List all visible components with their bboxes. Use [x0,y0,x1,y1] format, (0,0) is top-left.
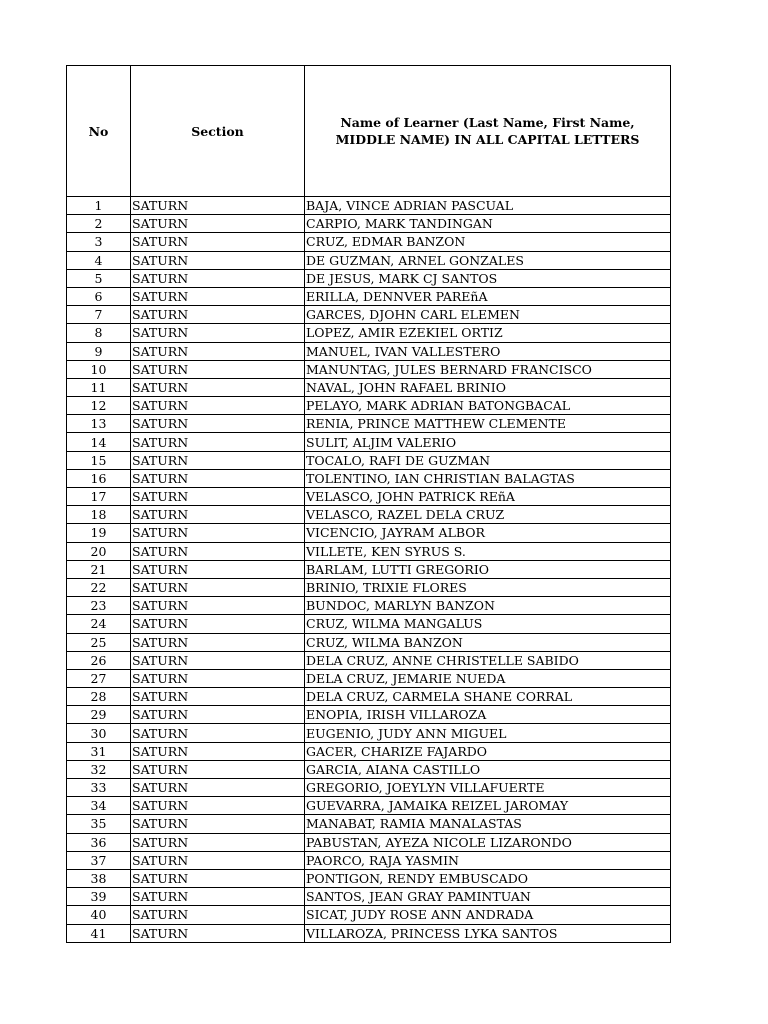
table-row [67,469,671,487]
row-number-cell: 26 [67,651,131,669]
table-row [67,378,671,396]
learner-name-cell: BARLAM, LUTTI GREGORIO [305,560,671,578]
table-row [67,287,671,305]
section-cell: SATURN [131,542,305,560]
row-number-cell: 23 [67,597,131,615]
section-cell: SATURN [131,488,305,506]
row-number-cell: 2 [67,215,131,233]
row-number-cell: 41 [67,924,131,942]
learner-name-cell: BUNDOC, MARLYN BANZON [305,597,671,615]
learner-name-cell: DE JESUS, MARK CJ SANTOS [305,269,671,287]
table-row [67,488,671,506]
table-row [67,615,671,633]
header-row [67,66,671,197]
row-number-cell: 35 [67,815,131,833]
section-cell: SATURN [131,724,305,742]
learner-roster-table [66,65,671,943]
row-number-cell: 32 [67,760,131,778]
learner-name-cell: ERILLA, DENNVER PAREñA [305,287,671,305]
learner-name-cell: GARCES, DJOHN CARL ELEMEN [305,306,671,324]
learner-name-cell: TOLENTINO, IAN CHRISTIAN BALAGTAS [305,469,671,487]
column-header-section: Section [131,66,305,197]
section-cell: SATURN [131,706,305,724]
row-number-cell: 27 [67,669,131,687]
row-number-cell: 5 [67,269,131,287]
table-row [67,197,671,215]
learner-name-cell: CRUZ, EDMAR BANZON [305,233,671,251]
table-row [67,578,671,596]
row-number-cell: 17 [67,488,131,506]
table-row [67,451,671,469]
learner-name-cell: MANUEL, IVAN VALLESTERO [305,342,671,360]
row-number-cell: 28 [67,688,131,706]
row-number-cell: 31 [67,742,131,760]
table-header [67,66,671,197]
row-number-cell: 13 [67,415,131,433]
row-number-cell: 15 [67,451,131,469]
section-cell: SATURN [131,669,305,687]
row-number-cell: 39 [67,888,131,906]
row-number-cell: 38 [67,869,131,887]
section-cell: SATURN [131,560,305,578]
table-row [67,706,671,724]
learner-name-cell: SICAT, JUDY ROSE ANN ANDRADA [305,906,671,924]
section-cell: SATURN [131,815,305,833]
table-row [67,542,671,560]
table-row [67,324,671,342]
section-cell: SATURN [131,433,305,451]
table-row [67,269,671,287]
table-row [67,688,671,706]
section-cell: SATURN [131,306,305,324]
learner-name-cell: CRUZ, WILMA MANGALUS [305,615,671,633]
section-cell: SATURN [131,251,305,269]
learner-name-cell: PAORCO, RAJA YASMIN [305,851,671,869]
section-cell: SATURN [131,633,305,651]
section-cell: SATURN [131,851,305,869]
section-cell: SATURN [131,597,305,615]
section-cell: SATURN [131,833,305,851]
section-cell: SATURN [131,233,305,251]
learner-name-cell: CARPIO, MARK TANDINGAN [305,215,671,233]
learner-name-cell: NAVAL, JOHN RAFAEL BRINIO [305,378,671,396]
learner-name-cell: DE GUZMAN, ARNEL GONZALES [305,251,671,269]
learner-name-cell: BRINIO, TRIXIE FLORES [305,578,671,596]
section-cell: SATURN [131,451,305,469]
table-row [67,433,671,451]
learner-name-cell: LOPEZ, AMIR EZEKIEL ORTIZ [305,324,671,342]
section-cell: SATURN [131,742,305,760]
row-number-cell: 1 [67,197,131,215]
section-cell: SATURN [131,506,305,524]
table-row [67,233,671,251]
row-number-cell: 30 [67,724,131,742]
row-number-cell: 10 [67,360,131,378]
section-cell: SATURN [131,342,305,360]
learner-name-cell: PABUSTAN, AYEZA NICOLE LIZARONDO [305,833,671,851]
table-row [67,560,671,578]
learner-name-cell: VILLETE, KEN SYRUS S. [305,542,671,560]
table-row [67,815,671,833]
table-row [67,924,671,942]
table-row [67,851,671,869]
learner-name-cell: CRUZ, WILMA BANZON [305,633,671,651]
row-number-cell: 19 [67,524,131,542]
column-header-no: No [67,66,131,197]
section-cell: SATURN [131,287,305,305]
learner-name-cell: SANTOS, JEAN GRAY PAMINTUAN [305,888,671,906]
section-cell: SATURN [131,215,305,233]
table-row [67,669,671,687]
table-row [67,869,671,887]
learner-name-cell: MANUNTAG, JULES BERNARD FRANCISCO [305,360,671,378]
section-cell: SATURN [131,578,305,596]
table-row [67,524,671,542]
row-number-cell: 7 [67,306,131,324]
table-row [67,888,671,906]
row-number-cell: 25 [67,633,131,651]
row-number-cell: 4 [67,251,131,269]
table-row [67,342,671,360]
section-cell: SATURN [131,269,305,287]
table-row [67,597,671,615]
table-row [67,415,671,433]
table-row [67,797,671,815]
section-cell: SATURN [131,524,305,542]
learner-name-cell: VICENCIO, JAYRAM ALBOR [305,524,671,542]
table-row [67,306,671,324]
learner-name-cell: ENOPIA, IRISH VILLAROZA [305,706,671,724]
learner-name-cell: SULIT, ALJIM VALERIO [305,433,671,451]
learner-name-cell: GUEVARRA, JAMAIKA REIZEL JAROMAY [305,797,671,815]
row-number-cell: 14 [67,433,131,451]
column-header-learner-name: Name of Learner (Last Name, First Name, MIDDLE NAME) IN ALL CAPITAL LETTERS [305,66,671,197]
section-cell: SATURN [131,688,305,706]
row-number-cell: 36 [67,833,131,851]
table-row [67,760,671,778]
section-cell: SATURN [131,869,305,887]
row-number-cell: 12 [67,397,131,415]
learner-name-cell: PELAYO, MARK ADRIAN BATONGBACAL [305,397,671,415]
learner-name-cell: TOCALO, RAFI DE GUZMAN [305,451,671,469]
row-number-cell: 18 [67,506,131,524]
table-row [67,397,671,415]
table-row [67,251,671,269]
section-cell: SATURN [131,469,305,487]
section-cell: SATURN [131,906,305,924]
learner-name-cell: DELA CRUZ, ANNE CHRISTELLE SABIDO [305,651,671,669]
table-row [67,651,671,669]
section-cell: SATURN [131,360,305,378]
section-cell: SATURN [131,651,305,669]
learner-name-cell: DELA CRUZ, CARMELA SHANE CORRAL [305,688,671,706]
learner-name-cell: MANABAT, RAMIA MANALASTAS [305,815,671,833]
row-number-cell: 20 [67,542,131,560]
row-number-cell: 40 [67,906,131,924]
learner-name-cell: VILLAROZA, PRINCESS LYKA SANTOS [305,924,671,942]
row-number-cell: 11 [67,378,131,396]
row-number-cell: 9 [67,342,131,360]
row-number-cell: 24 [67,615,131,633]
table-row [67,779,671,797]
section-cell: SATURN [131,760,305,778]
learner-name-cell: DELA CRUZ, JEMARIE NUEDA [305,669,671,687]
learner-name-cell: GACER, CHARIZE FAJARDO [305,742,671,760]
section-cell: SATURN [131,415,305,433]
table-row [67,360,671,378]
learner-name-cell: PONTIGON, RENDY EMBUSCADO [305,869,671,887]
learner-name-cell: EUGENIO, JUDY ANN MIGUEL [305,724,671,742]
section-cell: SATURN [131,779,305,797]
learner-name-cell: GREGORIO, JOEYLYN VILLAFUERTE [305,779,671,797]
row-number-cell: 3 [67,233,131,251]
row-number-cell: 16 [67,469,131,487]
table-body [67,197,671,943]
row-number-cell: 34 [67,797,131,815]
learner-name-cell: VELASCO, RAZEL DELA CRUZ [305,506,671,524]
row-number-cell: 6 [67,287,131,305]
row-number-cell: 22 [67,578,131,596]
section-cell: SATURN [131,924,305,942]
row-number-cell: 29 [67,706,131,724]
row-number-cell: 33 [67,779,131,797]
row-number-cell: 37 [67,851,131,869]
table-row [67,506,671,524]
section-cell: SATURN [131,197,305,215]
section-cell: SATURN [131,324,305,342]
section-cell: SATURN [131,797,305,815]
table-row [67,633,671,651]
row-number-cell: 8 [67,324,131,342]
table-row [67,906,671,924]
table-row [67,724,671,742]
learner-name-cell: BAJA, VINCE ADRIAN PASCUAL [305,197,671,215]
section-cell: SATURN [131,888,305,906]
learner-name-cell: RENIA, PRINCE MATTHEW CLEMENTE [305,415,671,433]
table-row [67,215,671,233]
section-cell: SATURN [131,378,305,396]
learner-name-cell: GARCIA, AIANA CASTILLO [305,760,671,778]
learner-name-cell: VELASCO, JOHN PATRICK REñA [305,488,671,506]
section-cell: SATURN [131,615,305,633]
table-row [67,833,671,851]
table-row [67,742,671,760]
section-cell: SATURN [131,397,305,415]
row-number-cell: 21 [67,560,131,578]
